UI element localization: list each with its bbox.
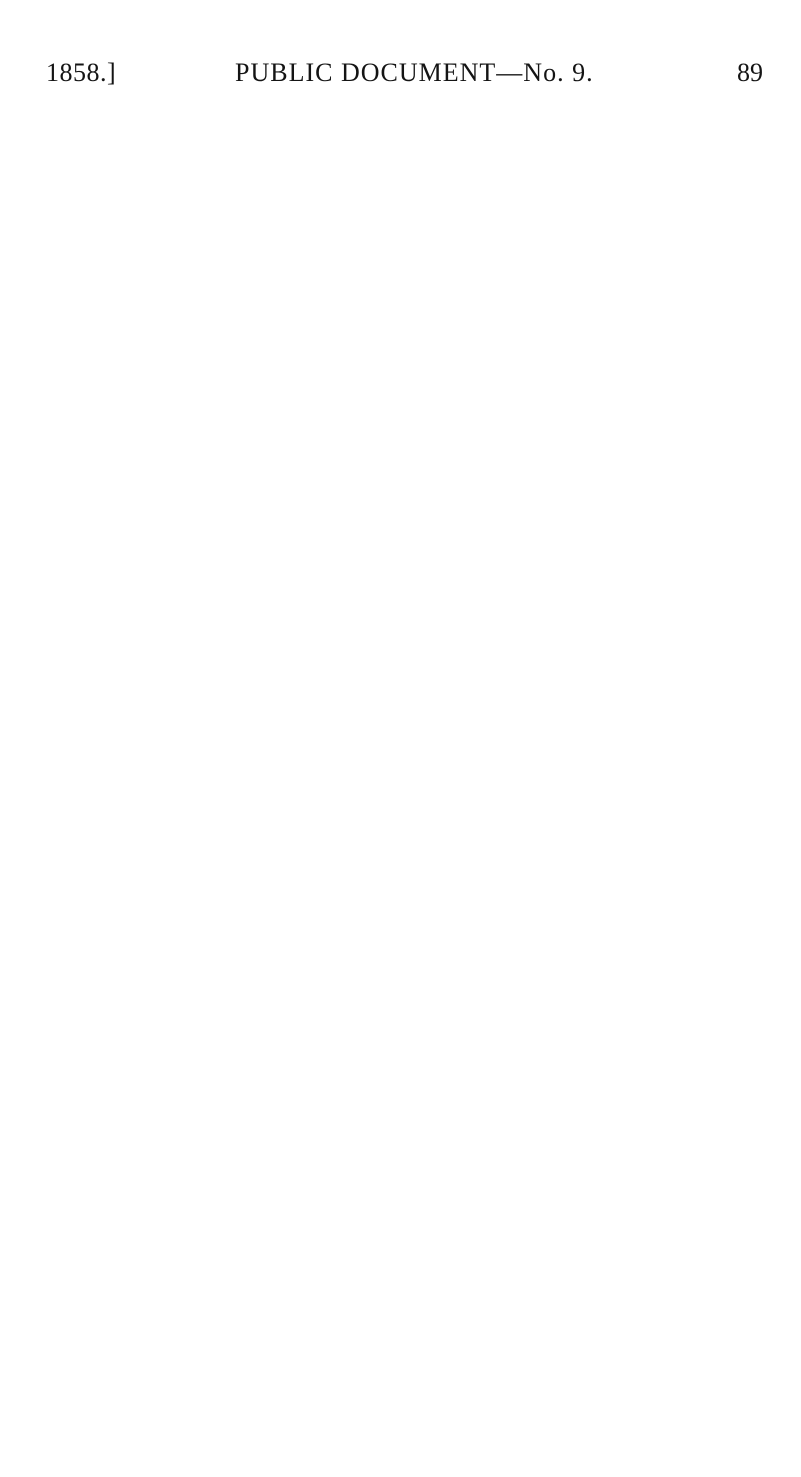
col-committed-by xyxy=(795,666,801,824)
col-sex xyxy=(795,1174,801,1316)
col-number xyxy=(795,1412,801,1456)
page-title: PUBLIC DOCUMENT—No. 9. xyxy=(235,58,594,87)
col-civil-state xyxy=(795,1110,801,1174)
col-time-in-hospital xyxy=(795,570,801,666)
rotated-table xyxy=(795,48,801,1456)
col-condition xyxy=(795,250,801,462)
col-age xyxy=(795,1316,801,1364)
page-year: 1858.] xyxy=(46,58,117,87)
col-form-type xyxy=(795,60,801,160)
page-number: 89 xyxy=(737,58,763,87)
col-left-or-remaining xyxy=(795,462,801,570)
col-supposed-cause xyxy=(795,912,801,1110)
col-duration xyxy=(795,824,801,912)
col-admitted xyxy=(795,1364,801,1412)
col-form xyxy=(795,160,801,250)
